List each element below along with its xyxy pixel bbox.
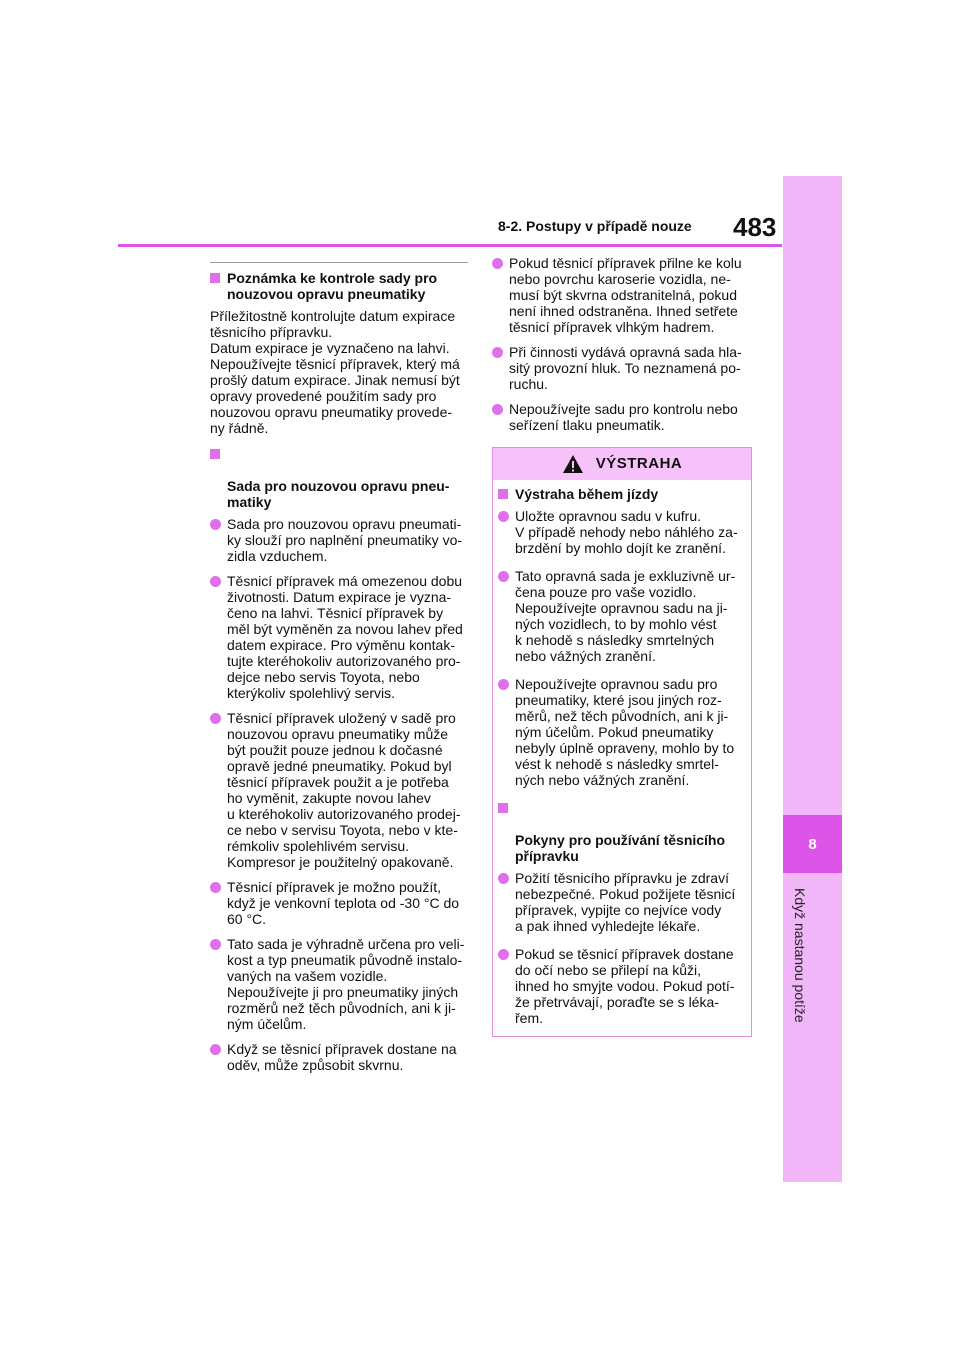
list-item (210, 516, 468, 564)
round-bullet-icon (210, 519, 221, 530)
list-item (498, 508, 745, 556)
warning-body (493, 480, 751, 1036)
round-bullet-icon (498, 873, 509, 884)
round-bullet-icon (498, 511, 509, 522)
section-heading (210, 446, 468, 510)
list-item-text: Uložte opravnou sadu v kufru. V případě nehody nebo náhlého za- brzdění by mohlo dojít ke zranění. (515, 508, 738, 556)
list-item-text: Požití těsnicího přípravku je zdraví nebezpečné. Pokud požijete těsnicí přípravek, vypijte co nejvíce vody a pak ihned vyhledejte lékaře. (515, 870, 736, 934)
square-bullet-icon (210, 449, 220, 459)
warning-triangle-icon (562, 454, 584, 474)
list-item-text: Nepoužívejte opravnou sadu pro pneumatiky, které jsou jiných roz- měrů, než těch původních, ani k ji- ným účelům. Pokud pneumatiky nebyly úplně opraveny, mohlo by to vést k nehodě s následky smrtel- ných nebo vážných zranění. (515, 676, 735, 788)
page-number: 483 (733, 212, 777, 242)
round-bullet-icon (492, 347, 503, 358)
list-item-text: Pokud těsnicí přípravek přilne ke kolu nebo povrchu karoserie vozidla, ne- musí být skvrna odstranitelná, pokud není ihned odstraněna. Ihned setřete těsnicí přípravek vlhkým hadrem. (509, 255, 742, 335)
section-title: 8-2. Postupy v případě nouze (498, 218, 692, 234)
left-column (210, 262, 468, 1082)
list-item (210, 573, 468, 701)
list-item (210, 1041, 468, 1073)
heading-text: Pokyny pro používání těsnicího přípravku (515, 832, 726, 864)
square-bullet-icon (210, 273, 220, 283)
list-item (210, 710, 468, 870)
paragraph: Příležitostně kontrolujte datum expirace těsnicího přípravku. Datum expirace je vyznačeno na lahvi. Nepoužívejte těsnicí přípravek, který má prošlý datum expirace. Jinak nemusí být opravy provedené použitím sady pro nouzovou opravu pneumatiky provede- ny řádně. (210, 308, 460, 436)
list-item (210, 936, 468, 1032)
list-item (498, 676, 745, 788)
heading-text: Sada pro nouzovou opravu pneu- matiky (227, 478, 450, 510)
warning-heading (498, 486, 745, 502)
list-item-text: Tato sada je výhradně určena pro veli- kost a typ pneumatik původně instalo- vaných na vašem vozidle. Nepoužívejte ji pro pneumatiky jiných rozměrů než těch původních, ani k ji- ným účelům. (227, 936, 465, 1032)
heading-text: Výstraha během jízdy (515, 486, 659, 502)
section-heading (210, 270, 468, 302)
round-bullet-icon (498, 571, 509, 582)
list-item-text: Při činnosti vydává opravná sada hla- sitý provozní hluk. To neznamená po- ruchu. (509, 344, 742, 392)
warning-heading (498, 800, 745, 864)
round-bullet-icon (210, 576, 221, 587)
round-bullet-icon (210, 939, 221, 950)
list-item (498, 568, 745, 664)
warning-header (493, 448, 751, 480)
list-item (210, 879, 468, 927)
round-bullet-icon (492, 258, 503, 269)
round-bullet-icon (210, 1044, 221, 1055)
square-bullet-icon (498, 803, 508, 813)
list-item-text: Těsnicí přípravek má omezenou dobu životnosti. Datum expirace je vyzna- čeno na lahvi. Těsnicí přípravek by měl být vyměněn za novou lahev před datem expirace. Pro výměnu kontak- tujte kteréhokoliv autorizovaného pro- dejce nebo servis Toyota, nebo kterýkoliv spolehlivý servis. (227, 573, 463, 701)
list-item-text: Sada pro nouzovou opravu pneumati- ky slouží pro naplnění pneumatiky vo- zidla vzduchem. (227, 516, 463, 564)
header-rule (118, 244, 782, 247)
list-item (492, 255, 754, 335)
list-item-text: Nepoužívejte sadu pro kontrolu nebo seřízení tlaku pneumatik. (509, 401, 738, 433)
chapter-title: Když nastanou potíže (792, 888, 808, 1023)
list-item (492, 401, 754, 433)
heading-text: Poznámka ke kontrole sady pro nouzovou opravu pneumatiky (227, 270, 438, 302)
round-bullet-icon (210, 713, 221, 724)
right-column (492, 255, 754, 1037)
round-bullet-icon (498, 949, 509, 960)
list-item-text: Těsnicí přípravek uložený v sadě pro nouzovou opravu pneumatiky může být použit pouze jednou k dočasné opravě jedné pneumatiky. Pokud byl těsnicí přípravek použit a je potřeba ho vyměnit, zakupte novou lahev u kteréhokoliv autorizovaného prodej- ce nebo v servisu Toyota, nebo v kte- rémkoliv spolehlivém servisu. Kompresor je použitelný opakovaně. (227, 710, 461, 870)
round-bullet-icon (210, 882, 221, 893)
warning-title: VÝSTRAHA (595, 455, 683, 472)
warning-box (492, 447, 752, 1037)
chapter-number: 8 (783, 815, 842, 873)
chapter-title-vertical (770, 888, 808, 1023)
list-item (492, 344, 754, 392)
list-item-text: Těsnicí přípravek je možno použít, když je venkovní teplota od -30 °C do 60 °C. (227, 879, 460, 927)
list-item (498, 946, 745, 1026)
round-bullet-icon (492, 404, 503, 415)
round-bullet-icon (498, 679, 509, 690)
list-item (498, 870, 745, 934)
chapter-side-tab (783, 176, 842, 1182)
list-item-text: Tato opravná sada je exkluzivně ur- čena pouze pro vaše vozidlo. Nepoužívejte opravnou sadu na ji- ných vozidlech, to by mohlo vést k nehodě s následky smrtelných nebo vážných zranění. (515, 568, 736, 664)
list-item-text: Pokud se těsnicí přípravek dostane do očí nebo se přilepí na kůži, ihned ho smyjte vodou. Pokud potí- že přetrvávají, poraďte se s léka- řem. (515, 946, 735, 1026)
list-item-text: Když se těsnicí přípravek dostane na oděv, může způsobit skvrnu. (227, 1041, 457, 1073)
square-bullet-icon (498, 489, 508, 499)
